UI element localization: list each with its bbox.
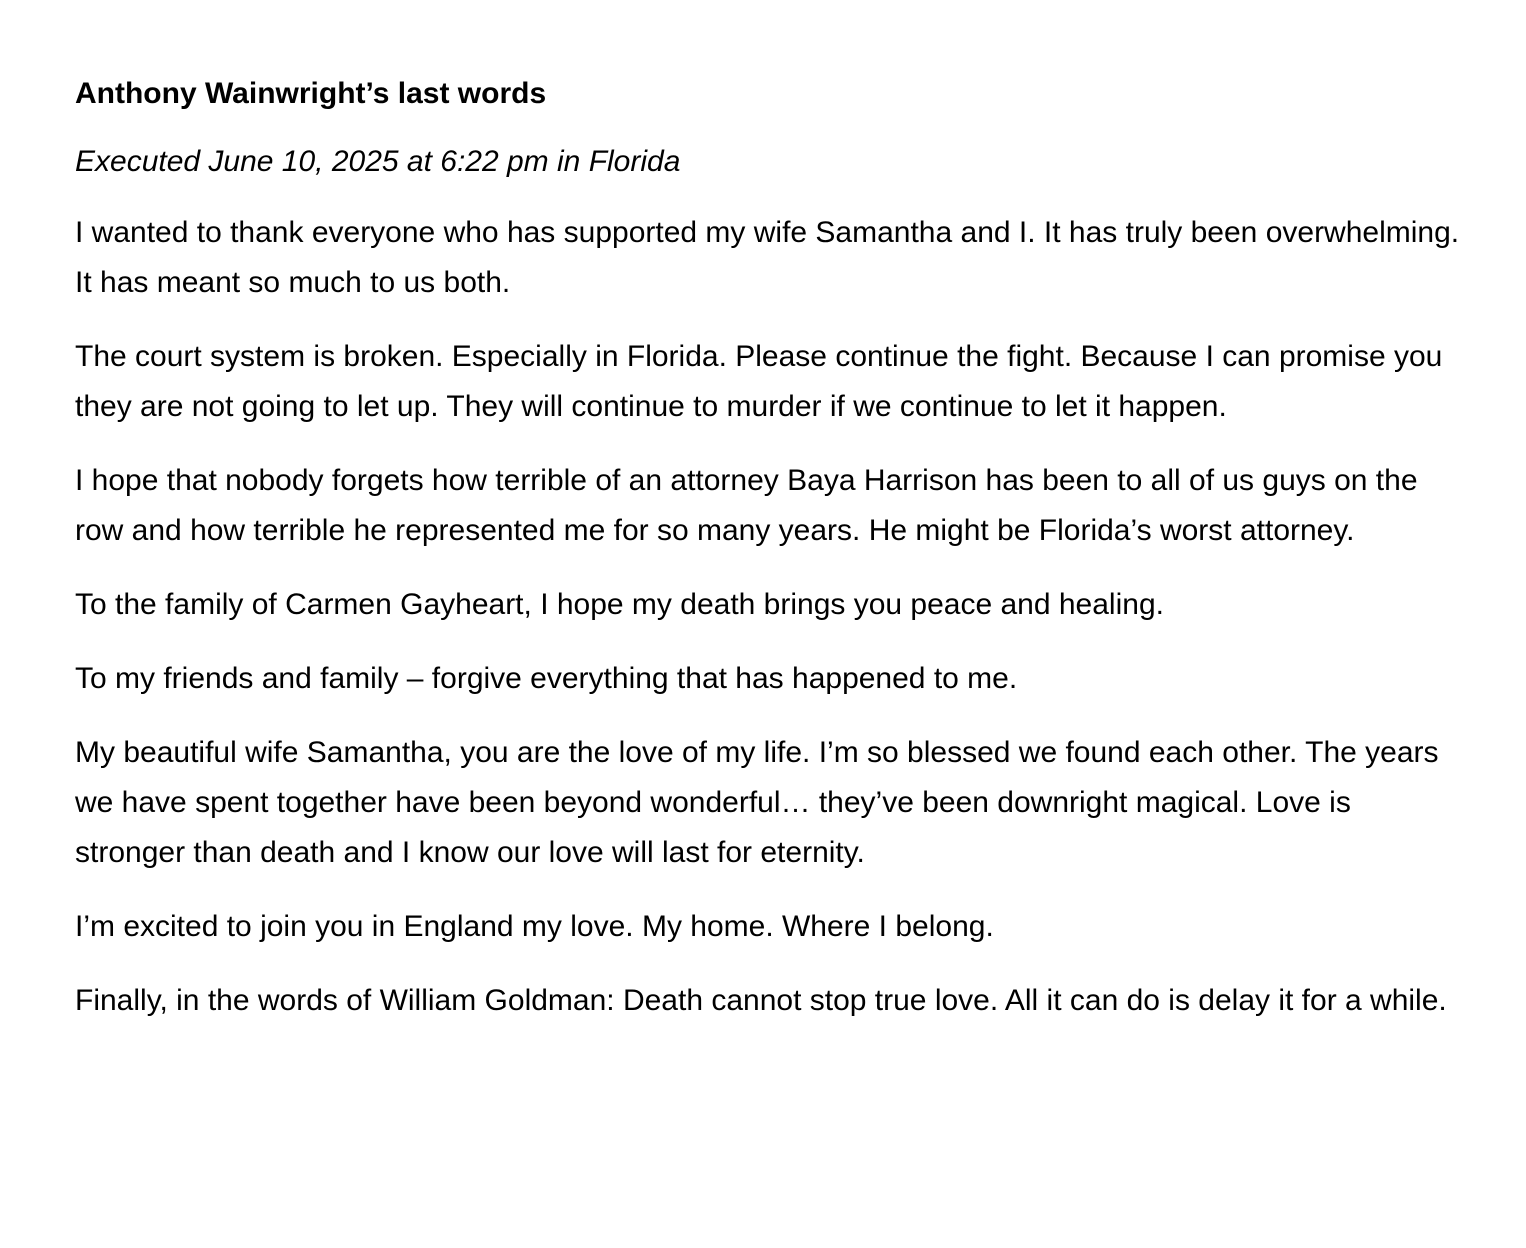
paragraph: Finally, in the words of William Goldman: Death cannot stop true love. All it can do is delay it for a while. bbox=[75, 984, 1447, 1017]
document-body bbox=[75, 72, 1465, 1050]
paragraph: I wanted to thank everyone who has supported my wife Samantha and I. It has truly been overwhelming. It has meant so much to us both. bbox=[75, 216, 1460, 299]
paragraph: To my friends and family – forgive everything that has happened to me. bbox=[75, 662, 1018, 695]
paragraph: My beautiful wife Samantha, you are the love of my life. I’m so blessed we found each other. The years we have spent together have been beyond wonderful… they’ve been downright magical. Love is stronger than death and I know our love will last for eternity. bbox=[75, 736, 1439, 869]
document-subtitle: Executed June 10, 2025 at 6:22 pm in Florida bbox=[75, 145, 681, 178]
paragraph: I’m excited to join you in England my love. My home. Where I belong. bbox=[75, 910, 994, 943]
paragraph: To the family of Carmen Gayheart, I hope my death brings you peace and healing. bbox=[75, 588, 1164, 621]
paragraph: The court system is broken. Especially in Florida. Please continue the fight. Because I can promise you they are not going to let up. They will continue to murder if we continue to let it happen. bbox=[75, 340, 1443, 423]
document-title: Anthony Wainwright’s last words bbox=[75, 77, 547, 110]
paragraph: I hope that nobody forgets how terrible of an attorney Baya Harrison has been to all of us guys on the row and how terrible he represented me for so many years. He might be Florida’s worst attorney. bbox=[75, 464, 1418, 547]
